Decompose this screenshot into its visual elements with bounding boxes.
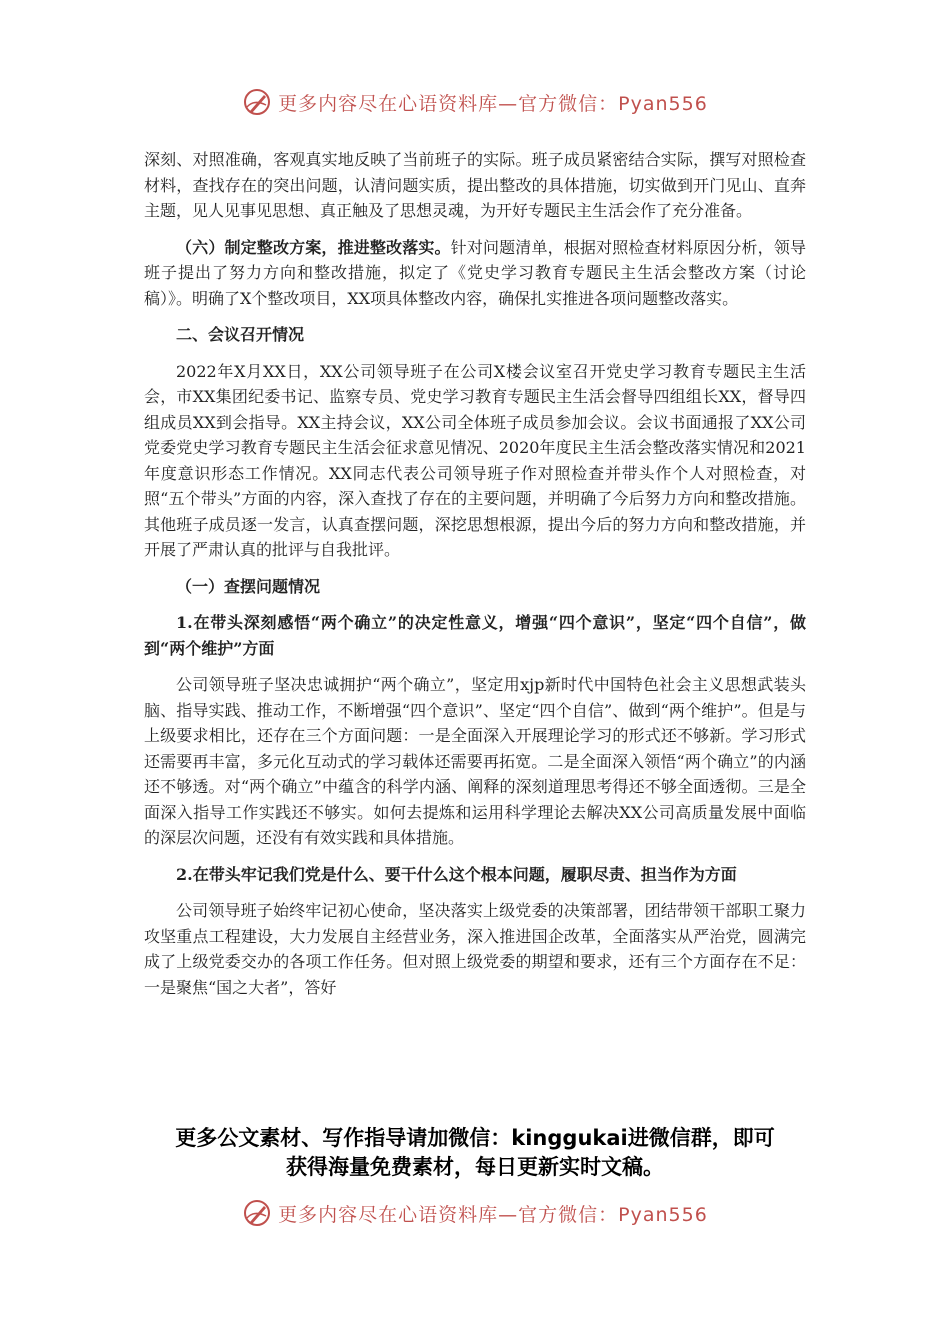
header-banner-text: 更多内容尽在心语资料库—官方微信：Pyan556 [278, 92, 708, 115]
paragraph-1: 深刻、对照准确，客观真实地反映了当前班子的实际。班子成员紧密结合实际，撰写对照检查材料，查找存在的突出问题，认清问题实质，提出整改的具体措施，切实做到开门见山、直奔主题，见人见事见思想、真正触及了思想灵魂，为开好专题民主生活会作了充分准备。 [144, 150, 806, 220]
promo-line-2: 获得海量免费素材，每日更新实时文稿。 [286, 1155, 664, 1179]
item-heading-2: 2.在带头牢记我们党是什么、要干什么这个根本问题，履职尽责、担当作为方面 [176, 864, 737, 884]
pen-logo-icon [242, 87, 272, 117]
paragraph-4: 公司领导班子坚决忠诚拥护“两个确立”，坚定用xjp新时代中国特色社会主义思想武装头脑、指导实践、推动工作，不断增强“四个意识”、坚定“四个自信”、做到“两个维护”。但是与上级要求相比，还存在三个方面问题：一是全面深入开展理论学习的形式还不够新。学习形式还需要再丰富，多元化互动式的学习载体还需要再拓宽。二是全面深入领悟“两个确立”的内涵还不够透。对“两个确立”中蕴含的科学内涵、阐释的深刻道理思考得还不够全面透彻。三是全面深入指导工作实践还不够实。如何去提炼和运用科学理论去解决XX公司高质量发展中面临的深层次问题，还没有有效实践和具体措施。 [144, 675, 806, 847]
paragraph-2-heading: （六）制定整改方案，推进整改落实。 [176, 237, 451, 257]
paragraph-3: 2022年X月XX日，XX公司领导班子在公司X楼会议室召开党史学习教育专题民主生活会，市XX集团纪委书记、监察专员、党史学习教育专题民主生活会督导四组组长XX，督导四组成员XX到会指导。XX主持会议，XX公司全体班子成员参加会议。会议书面通报了XX公司党委党史学习教育专题民主生活会征求意见情况、2020年度民主生活会整改落实情况和2021年度意识形态工作情况。XX同志代表公司领导班子作对照检查并带头作个人对照检查，对照“五个带头”方面的内容，深入查找了存在的主要问题，并明确了今后努力方向和整改措施。其他班子成员逐一发言，认真查摆问题，深挖思想根源，提出今后的努力方向和整改措施，并开展了严肃认真的批评与自我批评。 [144, 361, 806, 559]
footer-banner [0, 1193, 950, 1233]
promo-notice [0, 1124, 950, 1182]
section-heading-2: 二、会议召开情况 [176, 325, 305, 344]
document-body [144, 147, 806, 1000]
paragraph-2 [144, 235, 806, 312]
paragraph-2-text: 针对问题清单，根据对照检查材料原因分析，领导班子提出了努力方向和整改措施，拟定了《党史学习教育专题民主生活会整改方案（讨论稿）》。明确了X个整改项目，XX项具体整改内容，确保扎实推进各项问题整改落实。 [144, 237, 806, 308]
header-banner [0, 82, 950, 122]
promo-line-1: 更多公文素材、写作指导请加微信：kinggukai进微信群，即可 [175, 1126, 775, 1150]
subsection-heading-1: （一）查摆问题情况 [176, 576, 321, 596]
footer-banner-text: 更多内容尽在心语资料库—官方微信：Pyan556 [278, 1203, 708, 1226]
item-heading-1: 1.在带头深刻感悟“两个确立”的决定性意义，增强“四个意识”，坚定“四个自信”，做到“两个维护”方面 [144, 613, 806, 658]
pen-logo-icon [242, 1198, 272, 1228]
paragraph-5: 公司领导班子始终牢记初心使命，坚决落实上级党委的决策部署，团结带领干部职工聚力攻坚重点工程建设，大力发展自主经营业务，深入推进国企改革，全面落实从严治党，圆满完成了上级党委交办的各项工作任务。但对照上级党委的期望和要求，还有三个方面存在不足：一是聚焦“国之大者”，答好 [144, 901, 806, 997]
